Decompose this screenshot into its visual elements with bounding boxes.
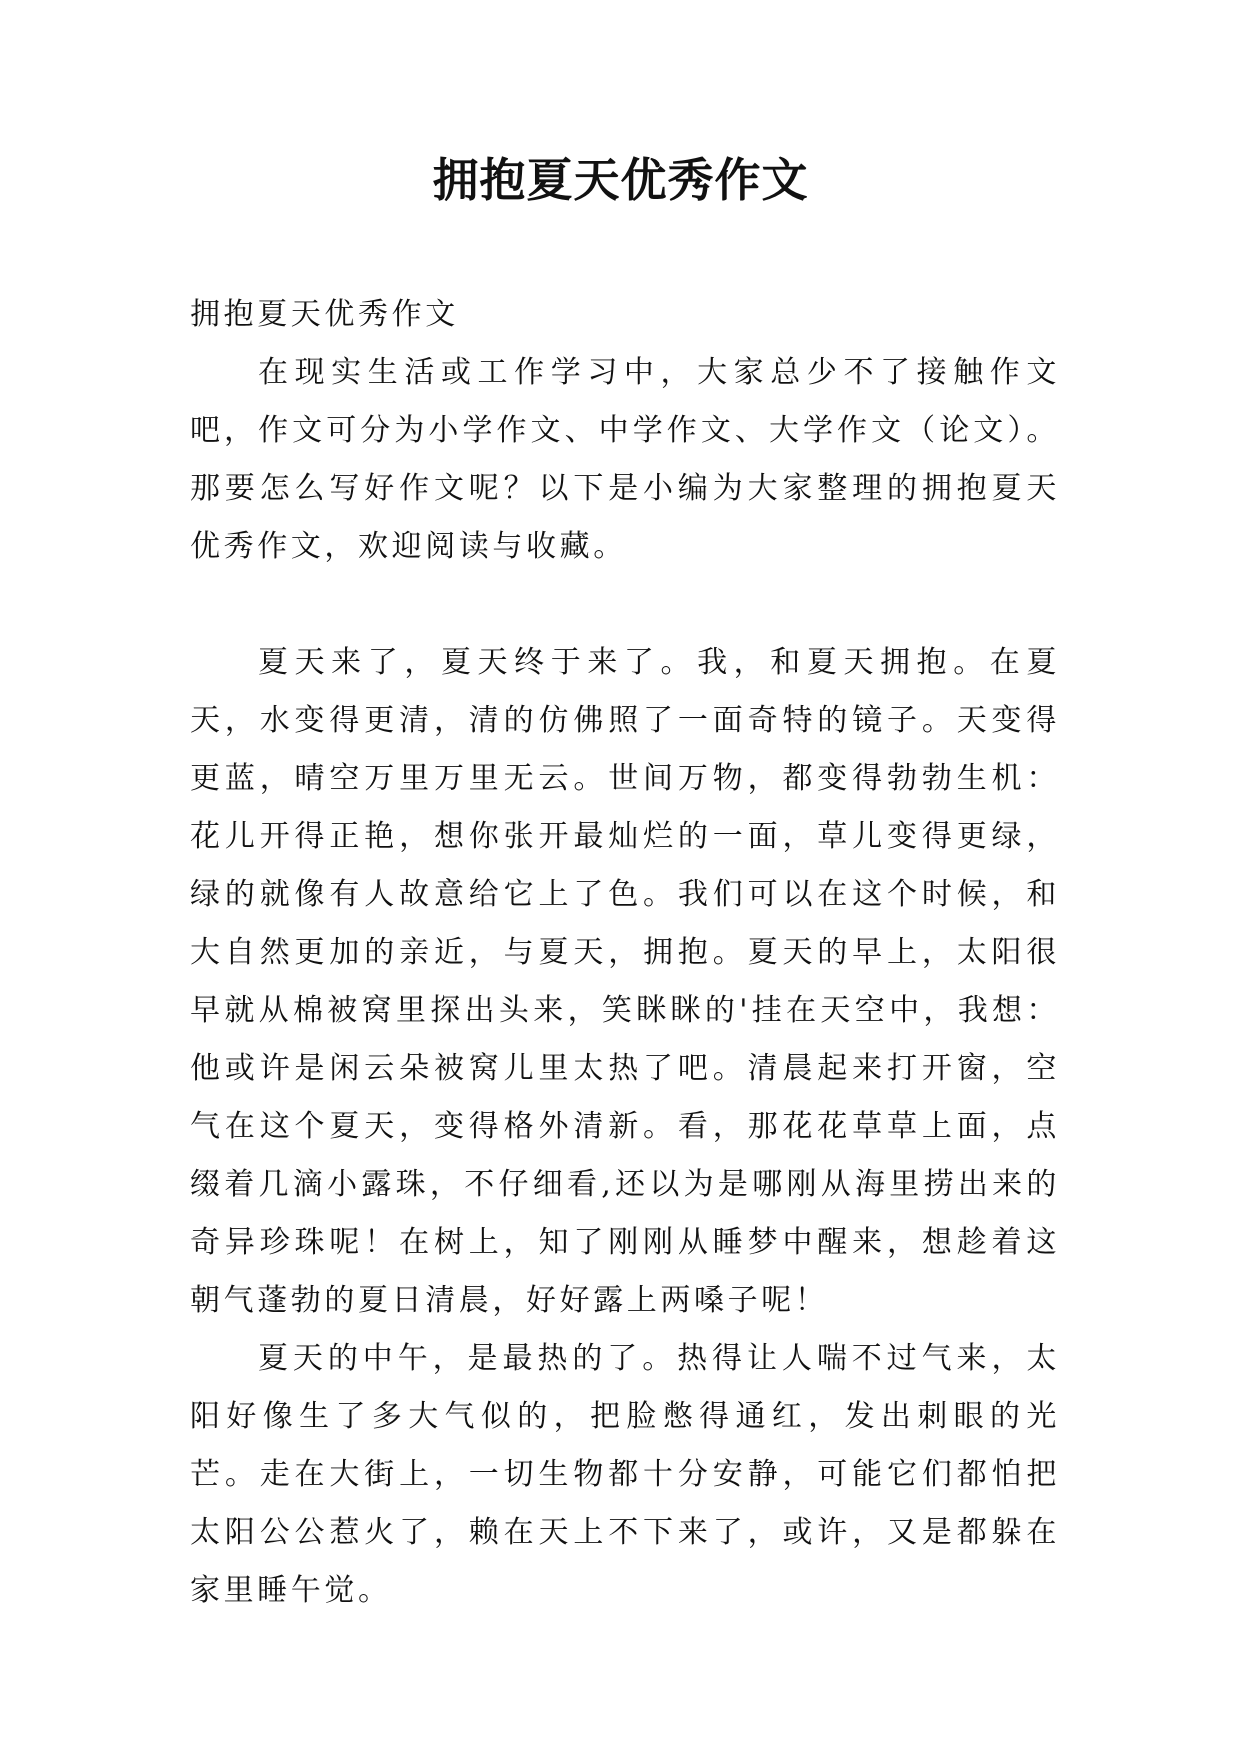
document-title: 拥抱夏天优秀作文 [432,153,809,207]
document-subtitle: 拥抱夏天优秀作文 [190,297,459,332]
body-paragraph-2: 夏天的中午，是最热的了。热得让人喘不过气来，太阳好像生了多大气似的，把脸憋得通红，发出刺眼的光芒。走在大街上，一切生物都十分安静，可能它们都怕把太阳公公惹火了，赖在天上不下来了，或许，又是都躲在家里睡午觉。 [190,1341,1060,1608]
body-paragraph-1: 夏天来了，夏天终于来了。我，和夏天拥抱。在夏天，水变得更清，清的仿佛照了一面奇特的镜子。天变得更蓝，晴空万里万里无云。世间万物，都变得勃勃生机：花儿开得正艳，想你张开最灿烂的一面，草儿变得更绿，绿的就像有人故意给它上了色。我们可以在这个时候，和大自然更加的亲近，与夏天，拥抱。夏天的早上，太阳很早就从棉被窝里探出头来，笑眯眯的'挂在天空中，我想：他或许是闲云朵被窝儿里太热了吧。清晨起来打开窗，空气在这个夏天，变得格外清新。看，那花花草草上面，点缀着几滴小露珠，不仔细看,还以为是哪刚从海里捞出来的奇异珍珠呢！在树上，知了刚刚从睡梦中醒来，想趁着这朝气蓬勃的夏日清晨，好好露上两嗓子呢！ [190,645,1060,1318]
intro-paragraph: 在现实生活或工作学习中，大家总少不了接触作文吧，作文可分为小学作文、中学作文、大学作文（论文）。那要怎么写好作文呢？以下是小编为大家整理的拥抱夏天优秀作文，欢迎阅读与收藏。 [190,355,1060,564]
